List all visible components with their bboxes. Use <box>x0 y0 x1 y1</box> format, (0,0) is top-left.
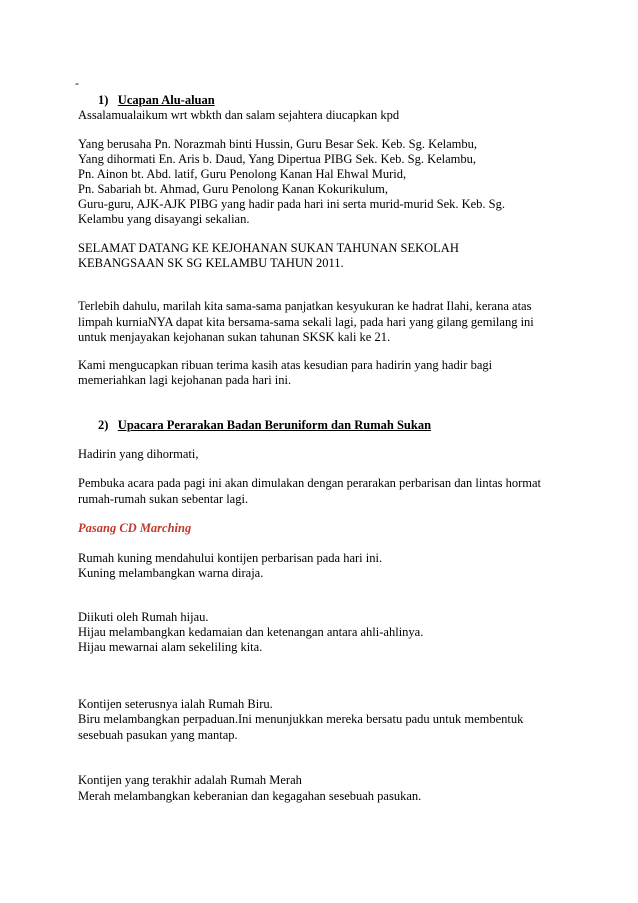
text-line: rumah-rumah sukan sebentar lagi. <box>78 492 249 506</box>
text-line: Pn. Ainon bt. Abd. latif, Guru Penolong Kanan Hal Ehwal Murid, <box>78 167 407 181</box>
text-line: Hijau melambangkan kedamaian dan ketenangan antara ahli-ahlinya. <box>78 625 424 639</box>
cue-instruction: Pasang CD Marching <box>78 521 192 535</box>
section-1-title: Ucapan Alu-aluan <box>117 93 215 107</box>
text-line: Rumah kuning mendahului kontijen perbarisan pada hari ini. <box>78 551 383 565</box>
text-line: Diikuti oleh Rumah hijau. <box>78 610 209 624</box>
section-2-title: Upacara Perarakan Badan Beruniform dan Rumah Sukan <box>117 418 432 432</box>
section-2-number: 2) <box>98 418 109 432</box>
text-line: Kelambu yang disayangi sekalian. <box>78 212 250 226</box>
list-marker: - <box>75 76 79 90</box>
text-line: Kontijen seterusnya ialah Rumah Biru. <box>78 697 273 711</box>
text-line: Biru melambangkan perpaduan.Ini menunjukkan mereka bersatu padu untuk membentuk <box>78 712 524 726</box>
text-line: Guru-guru, AJK-AJK PIBG yang hadir pada hari ini serta murid-murid Sek. Keb. Sg. <box>78 197 506 211</box>
section-2-heading <box>98 418 431 433</box>
section-1-heading <box>98 93 215 108</box>
text-line: Yang dihormati En. Aris b. Daud, Yang Dipertua PIBG Sek. Keb. Sg. Kelambu, <box>78 152 477 166</box>
text-line: Pn. Sabariah bt. Ahmad, Guru Penolong Kanan Kokurikulum, <box>78 182 389 196</box>
text-line: Assalamualaikum wrt wbkth dan salam sejahtera diucapkan kpd <box>78 108 400 122</box>
text-line: Terlebih dahulu, marilah kita sama-sama panjatkan kesyukuran ke hadrat Ilahi, kerana atas <box>78 299 532 313</box>
text-line: sesebuah pasukan yang mantap. <box>78 728 238 742</box>
text-line: untuk menjayakan kejohanan sukan tahunan SKSK kali ke 21. <box>78 330 391 344</box>
text-line: Kontijen yang terakhir adalah Rumah Merah <box>78 773 302 787</box>
text-line: Yang berusaha Pn. Norazmah binti Hussin, Guru Besar Sek. Keb. Sg. Kelambu, <box>78 137 478 151</box>
text-line: KEBANGSAAN SK SG KELAMBU TAHUN 2011. <box>78 256 344 270</box>
text-line: Kami mengucapkan ribuan terima kasih atas kesudian para hadirin yang hadir bagi <box>78 358 493 372</box>
text-line: Merah melambangkan keberanian dan kegagahan sesebuah pasukan. <box>78 789 422 803</box>
text-line: SELAMAT DATANG KE KEJOHANAN SUKAN TAHUNAN SEKOLAH <box>78 241 459 255</box>
text-line: Hadirin yang dihormati, <box>78 447 199 461</box>
text-line: Hijau mewarnai alam sekeliling kita. <box>78 640 263 654</box>
text-line: memeriahkan lagi kejohanan pada hari ini. <box>78 373 292 387</box>
text-line: Kuning melambangkan warna diraja. <box>78 566 264 580</box>
section-1-number: 1) <box>98 93 109 107</box>
text-line: limpah kurniaNYA dapat kita bersama-sama sekali lagi, pada hari yang gilang gemilang ini <box>78 315 534 329</box>
text-line: Pembuka acara pada pagi ini akan dimulakan dengan perarakan perbarisan dan lintas hormat <box>78 476 542 490</box>
